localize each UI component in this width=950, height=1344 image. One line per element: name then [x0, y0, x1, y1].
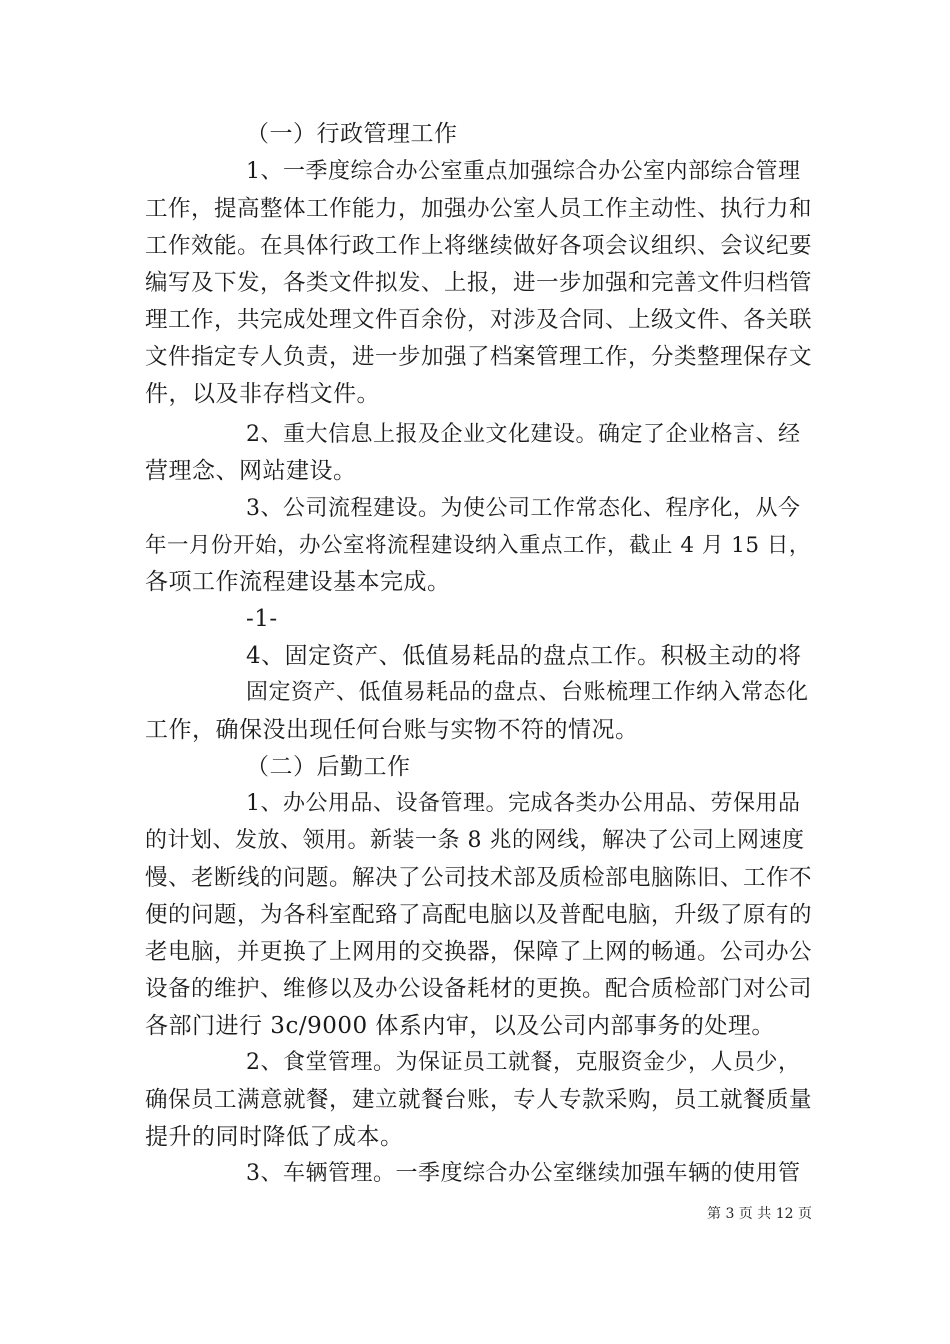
section-heading-logistics: （二）后勤工作: [246, 754, 411, 780]
paragraph-line: 确保员工满意就餐，建立就餐台账，专人专款采购，员工就餐质量: [145, 1087, 813, 1113]
paragraph-line: 3、车辆管理。一季度综合办公室继续加强车辆的使用管: [246, 1161, 801, 1186]
paragraph-line: 文件指定专人负责，进一步加强了档案管理工作，分类整理保存文: [145, 344, 813, 370]
inline-page-marker: -1-: [246, 606, 278, 632]
paragraph-line: 工作效能。在具体行政工作上将继续做好各项会议组织、会议纪要: [145, 233, 813, 259]
paragraph-line: 理工作，共完成处理文件百余份，对涉及合同、上级文件、各关联: [145, 307, 813, 333]
paragraph-line: 3、公司流程建设。为使公司工作常态化、程序化，从今: [246, 496, 801, 521]
section-heading-admin: （一）行政管理工作: [246, 121, 458, 147]
paragraph-line: 固定资产、低值易耗品的盘点、台账梳理工作纳入常态化: [246, 680, 809, 705]
paragraph-line: 提升的同时降低了成本。: [145, 1124, 404, 1150]
paragraph-line: 老电脑，并更换了上网用的交换器，保障了上网的畅通。公司办公: [145, 939, 813, 965]
paragraph-line: 各部门进行 3c/9000 体系内审，以及公司内部事务的处理。: [145, 1013, 775, 1039]
paragraph-line: 工作，提高整体工作能力，加强办公室人员工作主动性、执行力和: [145, 196, 813, 222]
paragraph-line: 便的问题，为各科室配臵了高配电脑以及普配电脑，升级了原有的: [145, 902, 813, 928]
paragraph-line: 慢、老断线的问题。解决了公司技术部及质检部电脑陈旧、工作不: [145, 865, 813, 891]
paragraph-line: 2、食堂管理。为保证员工就餐，克服资金少，人员少，: [246, 1050, 801, 1075]
paragraph-line: 件，以及非存档文件。: [145, 381, 380, 407]
paragraph-line: 1、办公用品、设备管理。完成各类办公用品、劳保用品: [246, 791, 801, 816]
paragraph-line: 各项工作流程建设基本完成。: [145, 569, 451, 595]
paragraph-line: 年一月份开始，办公室将流程建设纳入重点工作，截止 4 月 15 日，: [145, 533, 811, 558]
paragraph-line: 4、固定资产、低值易耗品的盘点工作。积极主动的将: [246, 643, 802, 669]
paragraph-line: 工作，确保没出现任何台账与实物不符的情况。: [145, 717, 639, 743]
paragraph-line: 的计划、发放、领用。新装一条 8 兆的网线，解决了公司上网速度: [145, 828, 805, 853]
paragraph-line: 营理念、网站建设。: [145, 458, 357, 484]
page-footer: 第 3 页 共 12 页: [707, 1206, 812, 1222]
paragraph-line: 1、一季度综合办公室重点加强综合办公室内部综合管理: [246, 159, 801, 184]
paragraph-line: 设备的维护、维修以及办公设备耗材的更换。配合质检部门对公司: [145, 976, 813, 1002]
paragraph-line: 编写及下发，各类文件拟发、上报，进一步加强和完善文件归档管: [145, 270, 813, 296]
paragraph-line: 2、重大信息上报及企业文化建设。确定了企业格言、经: [246, 422, 801, 447]
